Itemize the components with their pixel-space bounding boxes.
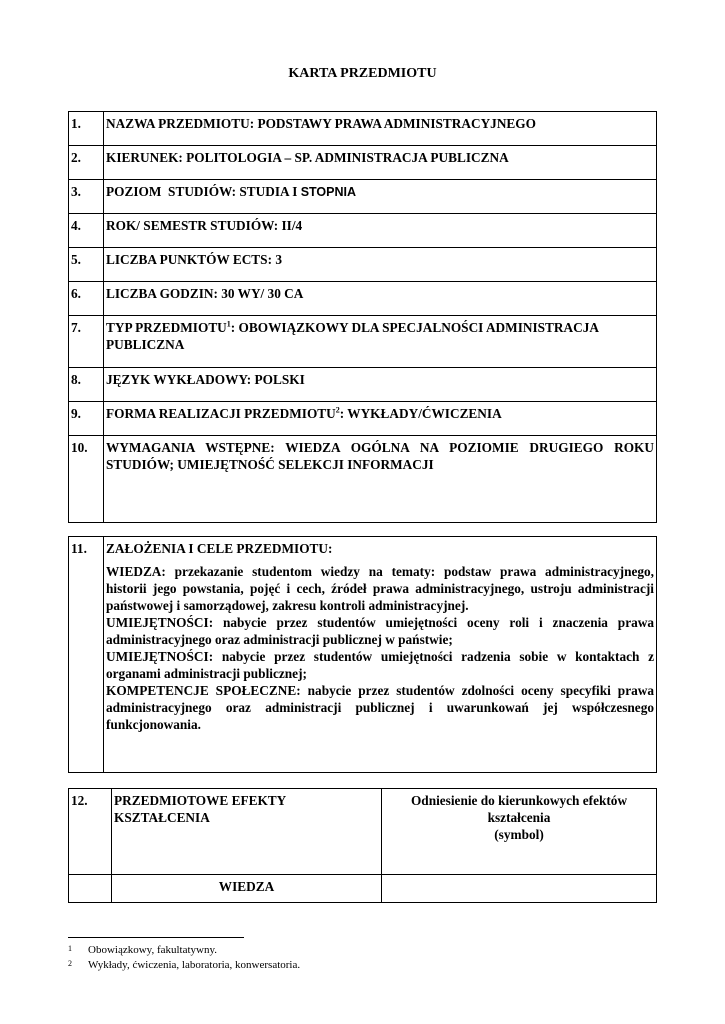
goals-heading: ZAŁOŻENIA I CELE PRZEDMIOTU: (106, 541, 333, 556)
row-number: 1. (69, 112, 104, 146)
row-text: ROK/ SEMESTR STUDIÓW: II/4 (104, 214, 657, 248)
row-text-sans: STOPNIA (300, 185, 357, 199)
row-text: JĘZYK WYKŁADOWY: POLSKI (104, 368, 657, 402)
table-row (69, 282, 657, 316)
table-row (69, 368, 657, 402)
empty-cell (382, 875, 657, 903)
row-text: TYP PRZEDMIOTU$^1$: OBOWIĄZKOWY DLA SPECJALNOŚCI ADMINISTRACJA PUBLICZNA (104, 316, 657, 368)
row-number: 5. (69, 248, 104, 282)
footnote-mark: 2 (68, 959, 72, 968)
row-text: POZIOM STUDIÓW: STUDIA I STOPNIA (104, 180, 657, 214)
goal-paragraph: KOMPETENCJE SPOŁECZNE: nabycie przez studentów zdolności oceny specyfiki prawa administracyjnego oraz administracji publicznej i uwarunkowań jej współczesnego funkcjonowania. (106, 683, 654, 732)
row-text: LICZBA PUNKTÓW ECTS: 3 (104, 248, 657, 282)
table-row (69, 112, 657, 146)
goal-paragraph: UMIEJĘTNOŚCI: nabycie przez studentów umiejętności radzenia sobie w kontaktach z organami administracji publicznej; (106, 649, 654, 681)
row-number: 10. (69, 436, 104, 523)
table-row (69, 875, 657, 903)
row-number: 2. (69, 146, 104, 180)
table-row (69, 537, 657, 773)
row-text: WYMAGANIA WSTĘPNE: WIEDZA OGÓLNA NA POZIOMIE DRUGIEGO ROKU STUDIÓW; UMIEJĘTNOŚĆ SELEKCJI INFORMACJI (104, 436, 657, 523)
row-number: 6. (69, 282, 104, 316)
table-row (69, 214, 657, 248)
goal-paragraph: WIEDZA: przekazanie studentom wiedzy na tematy: podstaw prawa administracyjnego, historii jego powstania, pojęć i cech, źródeł prawa administracyjnego, ustroju administracji państwowej i samorządowej, zakresu kontroli administracyjnej. (106, 564, 654, 613)
table-row (69, 789, 657, 875)
row-text: FORMA REALIZACJI PRZEDMIOTU$^2$: WYKŁADY/ĆWICZENIA (104, 402, 657, 436)
goals-cell (104, 537, 657, 773)
goal-paragraph: UMIEJĘTNOŚCI: nabycie przez studentów umiejętności oceny roli i znaczenia prawa administracyjnego oraz administracji publicznej w państwie; (106, 615, 654, 647)
document-title: KARTA PRZEDMIOTU (288, 66, 437, 81)
row-text: KIERUNEK: POLITOLOGIA – SP. ADMINISTRACJA PUBLICZNA (104, 146, 657, 180)
table-row (69, 402, 657, 436)
row-number: 4. (69, 214, 104, 248)
effects-subheading: WIEDZA (112, 875, 382, 903)
goals-table (68, 536, 657, 773)
footnote-text: Obowiązkowy, fakultatywny. (88, 944, 218, 956)
footnote-mark: 1 (68, 944, 72, 953)
effects-table (68, 788, 657, 903)
table-row (69, 316, 657, 368)
footnote-ref: 2 (335, 405, 340, 415)
course-info-table (68, 111, 657, 523)
footnote-divider (68, 937, 244, 938)
table-row (69, 180, 657, 214)
row-number: 11. (69, 537, 104, 773)
effects-reference-heading: Odniesienie do kierunkowych efektów kształcenia (symbol) (382, 789, 657, 875)
footnote-text: Wykłady, ćwiczenia, laboratoria, konwersatoria. (88, 959, 301, 971)
table-row (69, 146, 657, 180)
footnote (68, 959, 300, 971)
footnote (68, 944, 217, 956)
effects-heading: PRZEDMIOTOWE EFEKTY KSZTAŁCENIA (112, 789, 382, 875)
footnote-ref: 1 (226, 319, 231, 329)
row-number: 9. (69, 402, 104, 436)
empty-cell (69, 875, 112, 903)
row-number: 8. (69, 368, 104, 402)
table-row (69, 436, 657, 523)
row-number: 12. (69, 789, 112, 875)
row-text: LICZBA GODZIN: 30 WY/ 30 CA (104, 282, 657, 316)
row-number: 3. (69, 180, 104, 214)
row-number: 7. (69, 316, 104, 368)
table-row (69, 248, 657, 282)
row-text: NAZWA PRZEDMIOTU: PODSTAWY PRAWA ADMINISTRACYJNEGO (104, 112, 657, 146)
